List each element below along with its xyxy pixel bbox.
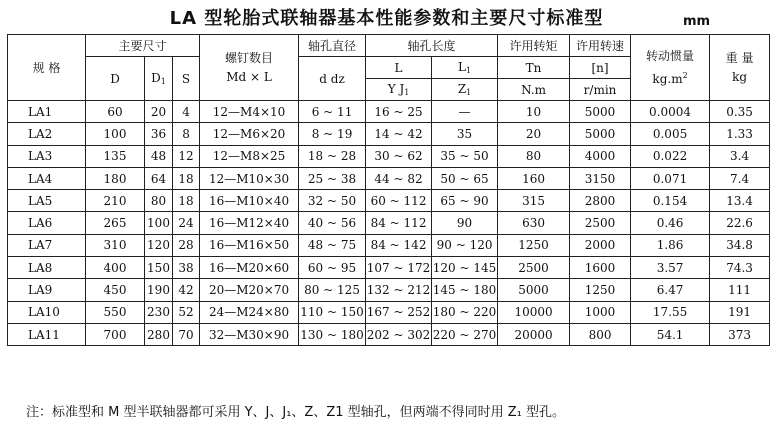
- table-cell: 12—M6×20: [200, 123, 299, 145]
- table-cell: 130 ~ 180: [299, 323, 366, 345]
- table-cell: 20: [145, 101, 173, 123]
- table-cell: 3.57: [631, 257, 710, 279]
- table-cell: 36: [145, 123, 173, 145]
- table-cell: 34.8: [710, 234, 770, 256]
- header-speed-unit: r/min: [570, 79, 631, 101]
- table-cell: 35: [432, 123, 498, 145]
- table-cell: 5000: [570, 123, 631, 145]
- table-cell: 0.022: [631, 145, 710, 167]
- table-cell: 40 ~ 56: [299, 212, 366, 234]
- table-cell: 16—M10×40: [200, 190, 299, 212]
- table-cell: 17.55: [631, 301, 710, 323]
- table-cell: 120 ~ 145: [432, 257, 498, 279]
- table-cell: 3150: [570, 167, 631, 189]
- page-title: LA 型轮胎式联轴器基本性能参数和主要尺寸标准型: [169, 8, 604, 29]
- table-cell: 30 ~ 62: [366, 145, 432, 167]
- table-cell: 80: [145, 190, 173, 212]
- table-cell: 60 ~ 112: [366, 190, 432, 212]
- table-cell: 84 ~ 112: [366, 212, 432, 234]
- table-cell: 28: [173, 234, 200, 256]
- table-cell: 22.6: [710, 212, 770, 234]
- table-row: [8, 234, 770, 256]
- table-cell: 13.4: [710, 190, 770, 212]
- model-cell: LA3: [8, 145, 86, 167]
- table-cell: 32 ~ 50: [299, 190, 366, 212]
- table-cell: 48 ~ 75: [299, 234, 366, 256]
- table-cell: 107 ~ 172: [366, 257, 432, 279]
- table-cell: 145 ~ 180: [432, 279, 498, 301]
- table-row: [8, 257, 770, 279]
- table-row: [8, 167, 770, 189]
- table-cell: 32—M30×90: [200, 323, 299, 345]
- model-cell: LA6: [8, 212, 86, 234]
- table-cell: 20: [498, 123, 570, 145]
- table-row: [8, 145, 770, 167]
- model-cell: LA5: [8, 190, 86, 212]
- table-cell: 90: [432, 212, 498, 234]
- table-cell: 60 ~ 95: [299, 257, 366, 279]
- table-cell: 10000: [498, 301, 570, 323]
- model-cell: LA9: [8, 279, 86, 301]
- table-cell: 8 ~ 19: [299, 123, 366, 145]
- table-row: [8, 301, 770, 323]
- table-cell: 18: [173, 167, 200, 189]
- table-cell: 65 ~ 90: [432, 190, 498, 212]
- table-cell: 100: [86, 123, 145, 145]
- table-cell: 44 ~ 82: [366, 167, 432, 189]
- table-cell: 35 ~ 50: [432, 145, 498, 167]
- model-cell: LA8: [8, 257, 86, 279]
- header-d: D: [86, 57, 145, 101]
- model-cell: LA2: [8, 123, 86, 145]
- table-cell: 18: [173, 190, 200, 212]
- table-row: [8, 123, 770, 145]
- table-cell: 54.1: [631, 323, 710, 345]
- table-cell: 1250: [570, 279, 631, 301]
- table-row: [8, 323, 770, 345]
- table-cell: 2500: [498, 257, 570, 279]
- table-cell: —: [432, 101, 498, 123]
- table-cell: 52: [173, 301, 200, 323]
- table-cell: 2500: [570, 212, 631, 234]
- table-cell: 84 ~ 142: [366, 234, 432, 256]
- table-cell: 160: [498, 167, 570, 189]
- table-cell: 120: [145, 234, 173, 256]
- table-cell: 1600: [570, 257, 631, 279]
- table-cell: 0.0004: [631, 101, 710, 123]
- table-cell: 1.33: [710, 123, 770, 145]
- table-row: [8, 190, 770, 212]
- model-cell: LA11: [8, 323, 86, 345]
- table-cell: 16—M16×50: [200, 234, 299, 256]
- table-cell: 373: [710, 323, 770, 345]
- table-cell: 60: [86, 101, 145, 123]
- header-main-dims: 主要尺寸: [86, 35, 200, 57]
- header-torque-sym: Tn: [498, 57, 570, 79]
- header-bore-dia-unit: d dz: [299, 57, 366, 101]
- table-cell: 74.3: [710, 257, 770, 279]
- table-cell: 90 ~ 120: [432, 234, 498, 256]
- table-cell: 16—M12×40: [200, 212, 299, 234]
- table-cell: 5000: [570, 101, 631, 123]
- table-cell: 16—M20×60: [200, 257, 299, 279]
- table-cell: 230: [145, 301, 173, 323]
- table-cell: 50 ~ 65: [432, 167, 498, 189]
- table-cell: 0.46: [631, 212, 710, 234]
- header-inertia: 转动惯量 $kg.m^2$: [631, 35, 710, 101]
- table-cell: 20000: [498, 323, 570, 345]
- table-cell: 0.071: [631, 167, 710, 189]
- header-bolts: 螺钉数目 Md × L: [200, 35, 299, 101]
- table-cell: 1250: [498, 234, 570, 256]
- table-cell: 6 ~ 11: [299, 101, 366, 123]
- header-model: 规 格: [8, 35, 86, 101]
- table-cell: 24: [173, 212, 200, 234]
- table-cell: 800: [570, 323, 631, 345]
- header-bore-dia: 轴孔直径: [299, 35, 366, 57]
- table-cell: 18 ~ 28: [299, 145, 366, 167]
- model-cell: LA7: [8, 234, 86, 256]
- header-speed: 许用转速: [570, 35, 631, 57]
- header-l: L: [366, 57, 432, 79]
- table-cell: 2800: [570, 190, 631, 212]
- table-cell: 5000: [498, 279, 570, 301]
- table-cell: 12: [173, 145, 200, 167]
- table-cell: 4: [173, 101, 200, 123]
- table-cell: 110 ~ 150: [299, 301, 366, 323]
- table-cell: 4000: [570, 145, 631, 167]
- table-cell: 20—M20×70: [200, 279, 299, 301]
- table-cell: 191: [710, 301, 770, 323]
- header-l1: $L_1$: [432, 57, 498, 79]
- table-cell: 0.35: [710, 101, 770, 123]
- spec-table: [7, 34, 770, 346]
- unit-label: mm: [683, 14, 711, 29]
- model-cell: LA10: [8, 301, 86, 323]
- table-row: [8, 279, 770, 301]
- table-cell: 25 ~ 38: [299, 167, 366, 189]
- header-torque-unit: N.m: [498, 79, 570, 101]
- table-cell: 135: [86, 145, 145, 167]
- table-cell: 6.47: [631, 279, 710, 301]
- header-speed-sym: [n]: [570, 57, 631, 79]
- header-d1: $D_1$: [145, 57, 173, 101]
- table-cell: 24—M24×80: [200, 301, 299, 323]
- model-cell: LA4: [8, 167, 86, 189]
- table-cell: 1000: [570, 301, 631, 323]
- table-cell: 132 ~ 212: [366, 279, 432, 301]
- table-cell: 180 ~ 220: [432, 301, 498, 323]
- table-cell: 315: [498, 190, 570, 212]
- table-cell: 48: [145, 145, 173, 167]
- table-cell: 202 ~ 302: [366, 323, 432, 345]
- table-cell: 150: [145, 257, 173, 279]
- table-cell: 70: [173, 323, 200, 345]
- table-cell: 400: [86, 257, 145, 279]
- table-cell: 0.154: [631, 190, 710, 212]
- table-cell: 64: [145, 167, 173, 189]
- table-cell: 12—M10×30: [200, 167, 299, 189]
- table-cell: 100: [145, 212, 173, 234]
- table-cell: 1.86: [631, 234, 710, 256]
- table-cell: 265: [86, 212, 145, 234]
- table-cell: 16 ~ 25: [366, 101, 432, 123]
- table-cell: 12—M8×25: [200, 145, 299, 167]
- header-torque: 许用转矩: [498, 35, 570, 57]
- table-cell: 210: [86, 190, 145, 212]
- table-cell: 310: [86, 234, 145, 256]
- table-cell: 80 ~ 125: [299, 279, 366, 301]
- table-cell: 167 ~ 252: [366, 301, 432, 323]
- table-row: [8, 101, 770, 123]
- footnote: 注：标准型和 M 型半联轴器都可采用 Y、J、J₁、Z、Z1 型轴孔，但两端不得同时用 Z₁ 型孔。: [26, 405, 566, 420]
- table-cell: 180: [86, 167, 145, 189]
- table-cell: 10: [498, 101, 570, 123]
- table-cell: 8: [173, 123, 200, 145]
- header-weight: 重 量 kg: [710, 35, 770, 101]
- table-cell: 630: [498, 212, 570, 234]
- table-cell: 190: [145, 279, 173, 301]
- table-cell: 42: [173, 279, 200, 301]
- header-bore-len: 轴孔长度: [366, 35, 498, 57]
- table-cell: 14 ~ 42: [366, 123, 432, 145]
- table-cell: 550: [86, 301, 145, 323]
- table-body: [8, 101, 770, 346]
- table-row: [8, 212, 770, 234]
- table-cell: 220 ~ 270: [432, 323, 498, 345]
- table-cell: 3.4: [710, 145, 770, 167]
- header-s: S: [173, 57, 200, 101]
- table-cell: 450: [86, 279, 145, 301]
- header-z1: $Z_1$: [432, 79, 498, 101]
- table-cell: 0.005: [631, 123, 710, 145]
- table-cell: 80: [498, 145, 570, 167]
- table-cell: 280: [145, 323, 173, 345]
- table-cell: 12—M4×10: [200, 101, 299, 123]
- table-cell: 700: [86, 323, 145, 345]
- table-cell: 2000: [570, 234, 631, 256]
- header-yj1: Y $J_1$: [366, 79, 432, 101]
- table-cell: 111: [710, 279, 770, 301]
- table-cell: 7.4: [710, 167, 770, 189]
- model-cell: LA1: [8, 101, 86, 123]
- table-cell: 38: [173, 257, 200, 279]
